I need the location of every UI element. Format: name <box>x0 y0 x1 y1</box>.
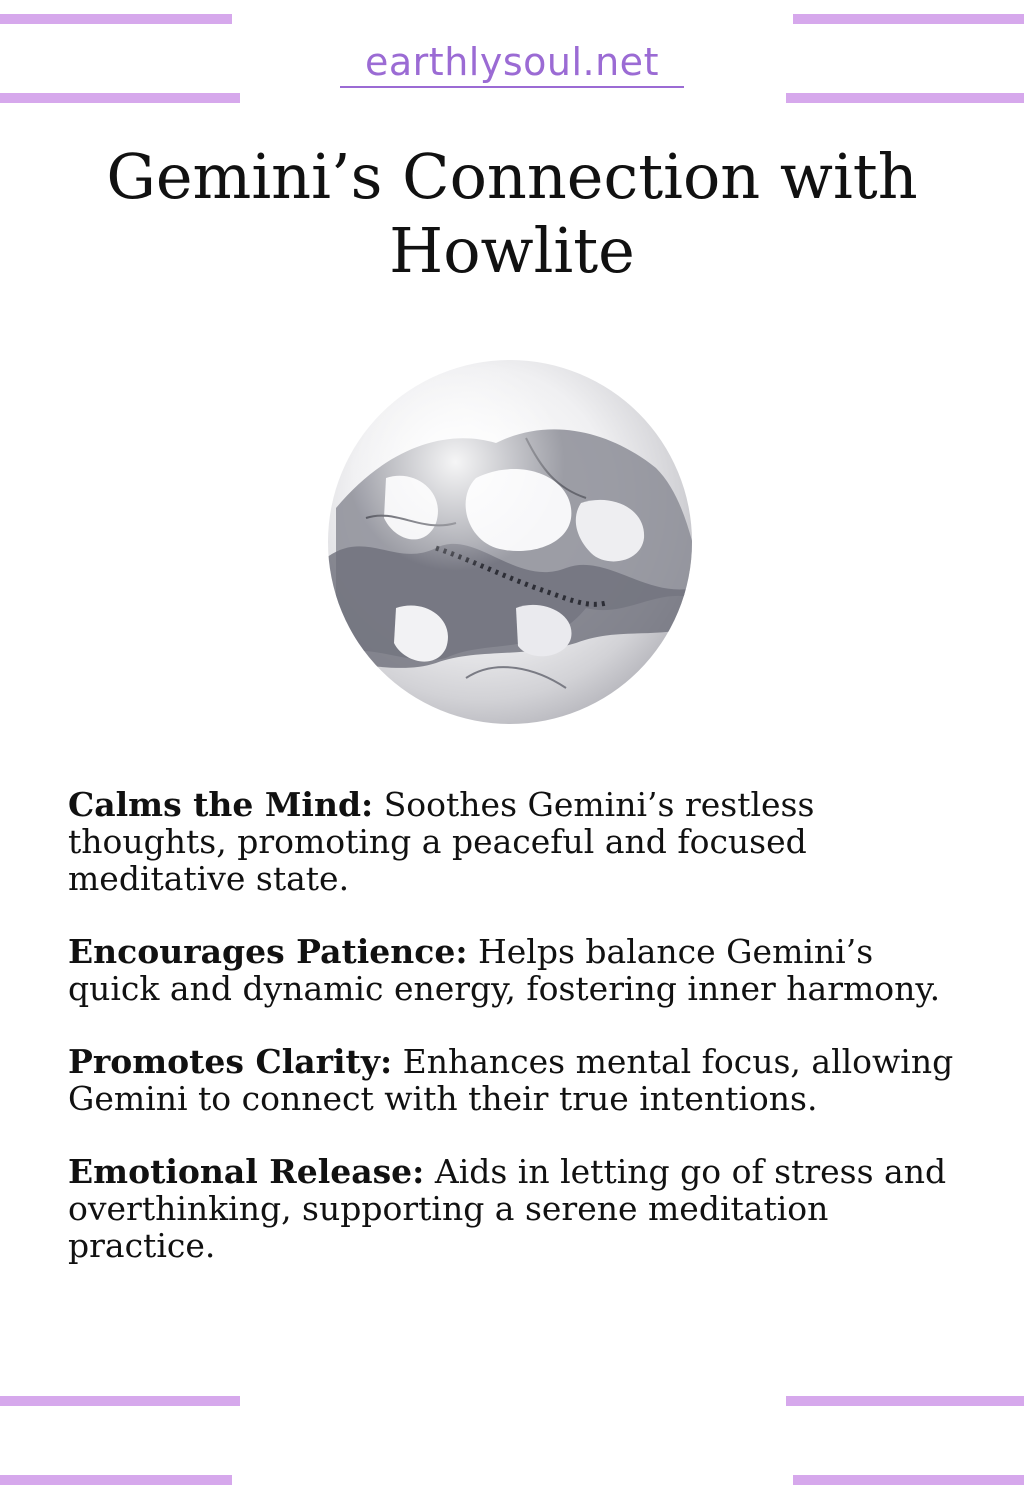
howlite-sphere-icon <box>326 358 694 726</box>
decorative-bar <box>786 93 1024 103</box>
feature-item <box>68 1153 958 1264</box>
feature-text: Aids in letting go of stress and overthinking, supporting a serene meditation practice. <box>68 1152 947 1265</box>
decorative-bar <box>793 14 1024 24</box>
logo-underline <box>340 86 684 88</box>
feature-item <box>68 933 958 1007</box>
page-title: Gemini’s Connection with Howlite <box>106 140 918 287</box>
feature-item <box>68 786 958 897</box>
decorative-bar <box>0 1396 240 1406</box>
feature-label: Promotes Clarity: <box>68 1042 393 1081</box>
feature-text: Helps balance Gemini’s quick and dynamic energy, fostering inner harmony. <box>68 932 941 1008</box>
feature-label: Emotional Release: <box>68 1152 425 1191</box>
feature-list <box>68 786 958 1300</box>
decorative-bar <box>0 1475 232 1485</box>
feature-text: Enhances mental focus, allowing Gemini to connect with their true intentions. <box>68 1042 954 1118</box>
decorative-bar <box>0 14 232 24</box>
feature-label: Calms the Mind: <box>68 785 374 824</box>
feature-text: Soothes Gemini’s restless thoughts, promoting a peaceful and focused meditative state. <box>68 785 815 898</box>
decorative-bar <box>0 93 240 103</box>
decorative-bar <box>786 1396 1024 1406</box>
feature-item <box>68 1043 958 1117</box>
site-logo[interactable] <box>330 38 694 90</box>
decorative-bar <box>793 1475 1024 1485</box>
logo-text: earthlysoul.net <box>365 40 659 84</box>
feature-label: Encourages Patience: <box>68 932 468 971</box>
